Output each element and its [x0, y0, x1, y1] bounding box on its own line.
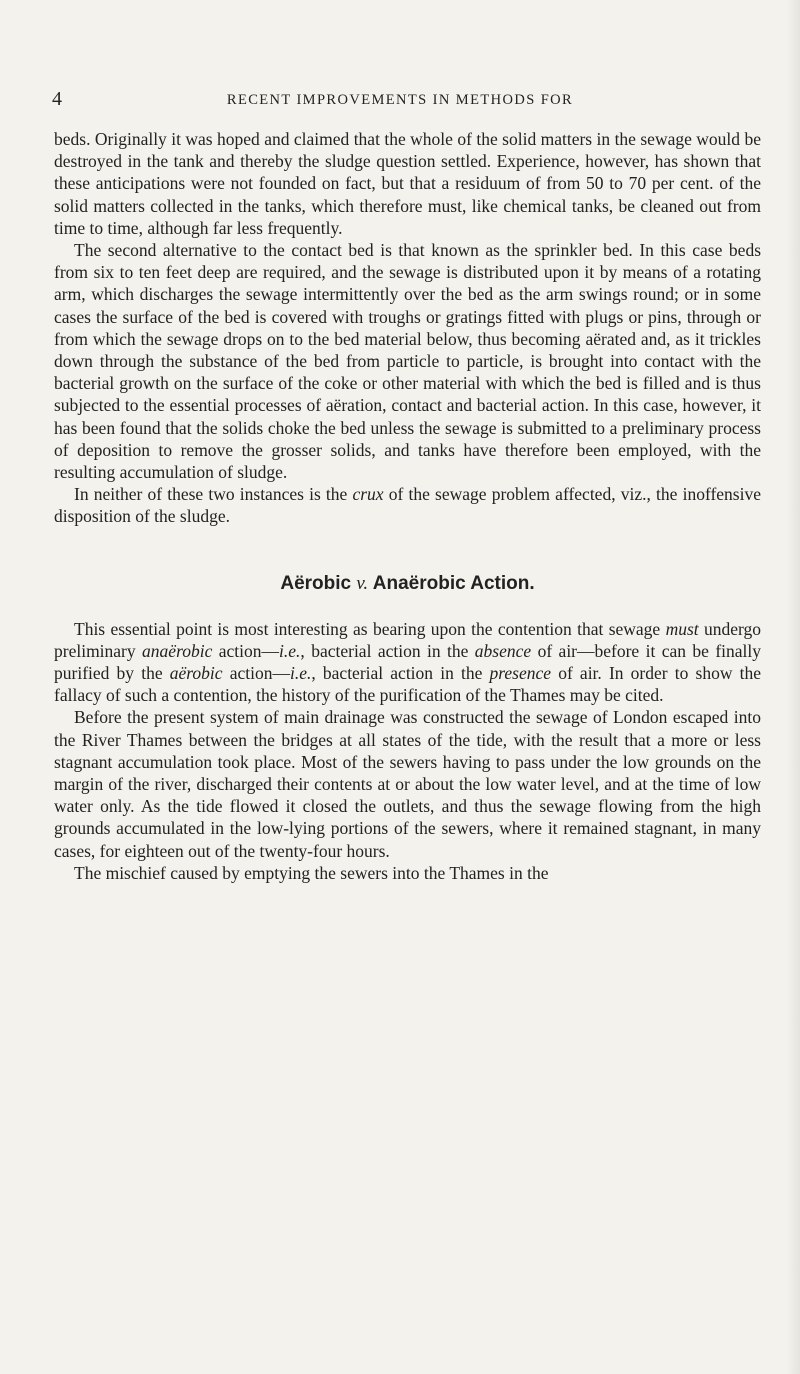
running-head [0, 88, 800, 110]
body-text [54, 128, 761, 884]
italic-text: aërobic [169, 663, 223, 684]
paragraph [54, 862, 761, 884]
page-edge-shadow [786, 0, 800, 1374]
text-run: action— [222, 663, 290, 684]
text-run: In neither of these two instances is the [74, 484, 353, 505]
paragraph [54, 618, 761, 707]
paragraph [54, 128, 761, 239]
text-run: , bacterial action in the [300, 640, 475, 661]
text-run: undergo preliminary [54, 618, 762, 661]
paragraph [54, 239, 761, 483]
paragraphs-before-heading [54, 128, 761, 528]
running-head-title: RECENT IMPROVEMENTS IN METHODS FOR [226, 92, 574, 108]
italic-text: must [665, 618, 699, 639]
paragraph [54, 483, 761, 527]
italic-text: presence [489, 663, 552, 684]
section-heading [54, 572, 761, 596]
section-heading-right: Anaërobic Action. [372, 572, 535, 594]
text-run: of the sewage problem affected, viz., the inoffensive disposition of the sludge. [54, 484, 761, 527]
text-run: beds. Originally it was hoped and claimed that the whole of the solid matters in the sewage would be destroyed in the tank and thereby the sludge question settled. Experience, however, has shown that these anticipations were not founded on fact, but that a residuum of from 50 to 70 per cent. of the solid matters collected in the tanks, which therefore must, like chemical tanks, be cleaned out from time to time, although far less frequently. [54, 129, 761, 238]
text-run: This essential point is most interesting as bearing upon the contention that sewage [74, 618, 666, 639]
text-run: of air—before it can be finally purified by the [54, 640, 762, 684]
text-run: , bacterial action in the [311, 663, 490, 684]
text-run: of air. In order to show the fallacy of such a contention, the history of the purification of the Thames may be cited. [54, 663, 762, 706]
italic-text: anaërobic [142, 640, 213, 661]
section-heading-left: Aërobic [280, 572, 352, 594]
page-number: 4 [52, 88, 62, 110]
text-run: The second alternative to the contact bed is that known as the sprinkler bed. In this case beds from six to ten feet deep are required, and the sewage is distributed upon it by means of a rotating arm, which discharges the sewage intermittently over the bed as the arm swings round; or in some cases the surface of the bed is covered with troughs or gratings fitted with plugs or pins, through or from which the sewage drops on to the bed material below, thus becoming aërated and, as it trickles down through the substance of the bed from particle to particle, is brought into contact with the bacterial growth on the surface of the coke or other material with which the bed is filled and is thus subjected to the essential processes of aëration, contact and bacterial action. In this case, however, it has been found that the solids choke the bed unless the sewage is submitted to a preliminary process of deposition to remove the grosser solids, and tanks have therefore been employed, with the resulting accumulation of sludge. [54, 240, 761, 483]
paragraph [54, 706, 761, 861]
italic-text: crux [352, 484, 384, 505]
text-run: action— [212, 640, 280, 661]
italic-text: absence [474, 640, 532, 661]
paragraphs-after-heading [54, 618, 761, 884]
text-run: The mischief caused by emptying the sewers into the Thames in the [74, 862, 549, 883]
italic-text: i.e. [289, 663, 312, 684]
text-run: Before the present system of main drainage was constructed the sewage of London escaped into the River Thames between the bridges at all states of the tide, with the result that a more or less stagnant accumulation took place. Most of the sewers having to pass under the low grounds on the margin of the river, discharged their contents at or about the low water level, and at the time of low water only. As the tide flowed it closed the outlets, and thus the sewage flowing from the high grounds accumulated in the low-lying portions of the sewers, where it remained stagnant, in many cases, for eighteen out of the twenty-four hours. [54, 707, 761, 861]
italic-text: i.e. [279, 640, 301, 661]
section-heading-versus: v. [356, 572, 369, 594]
